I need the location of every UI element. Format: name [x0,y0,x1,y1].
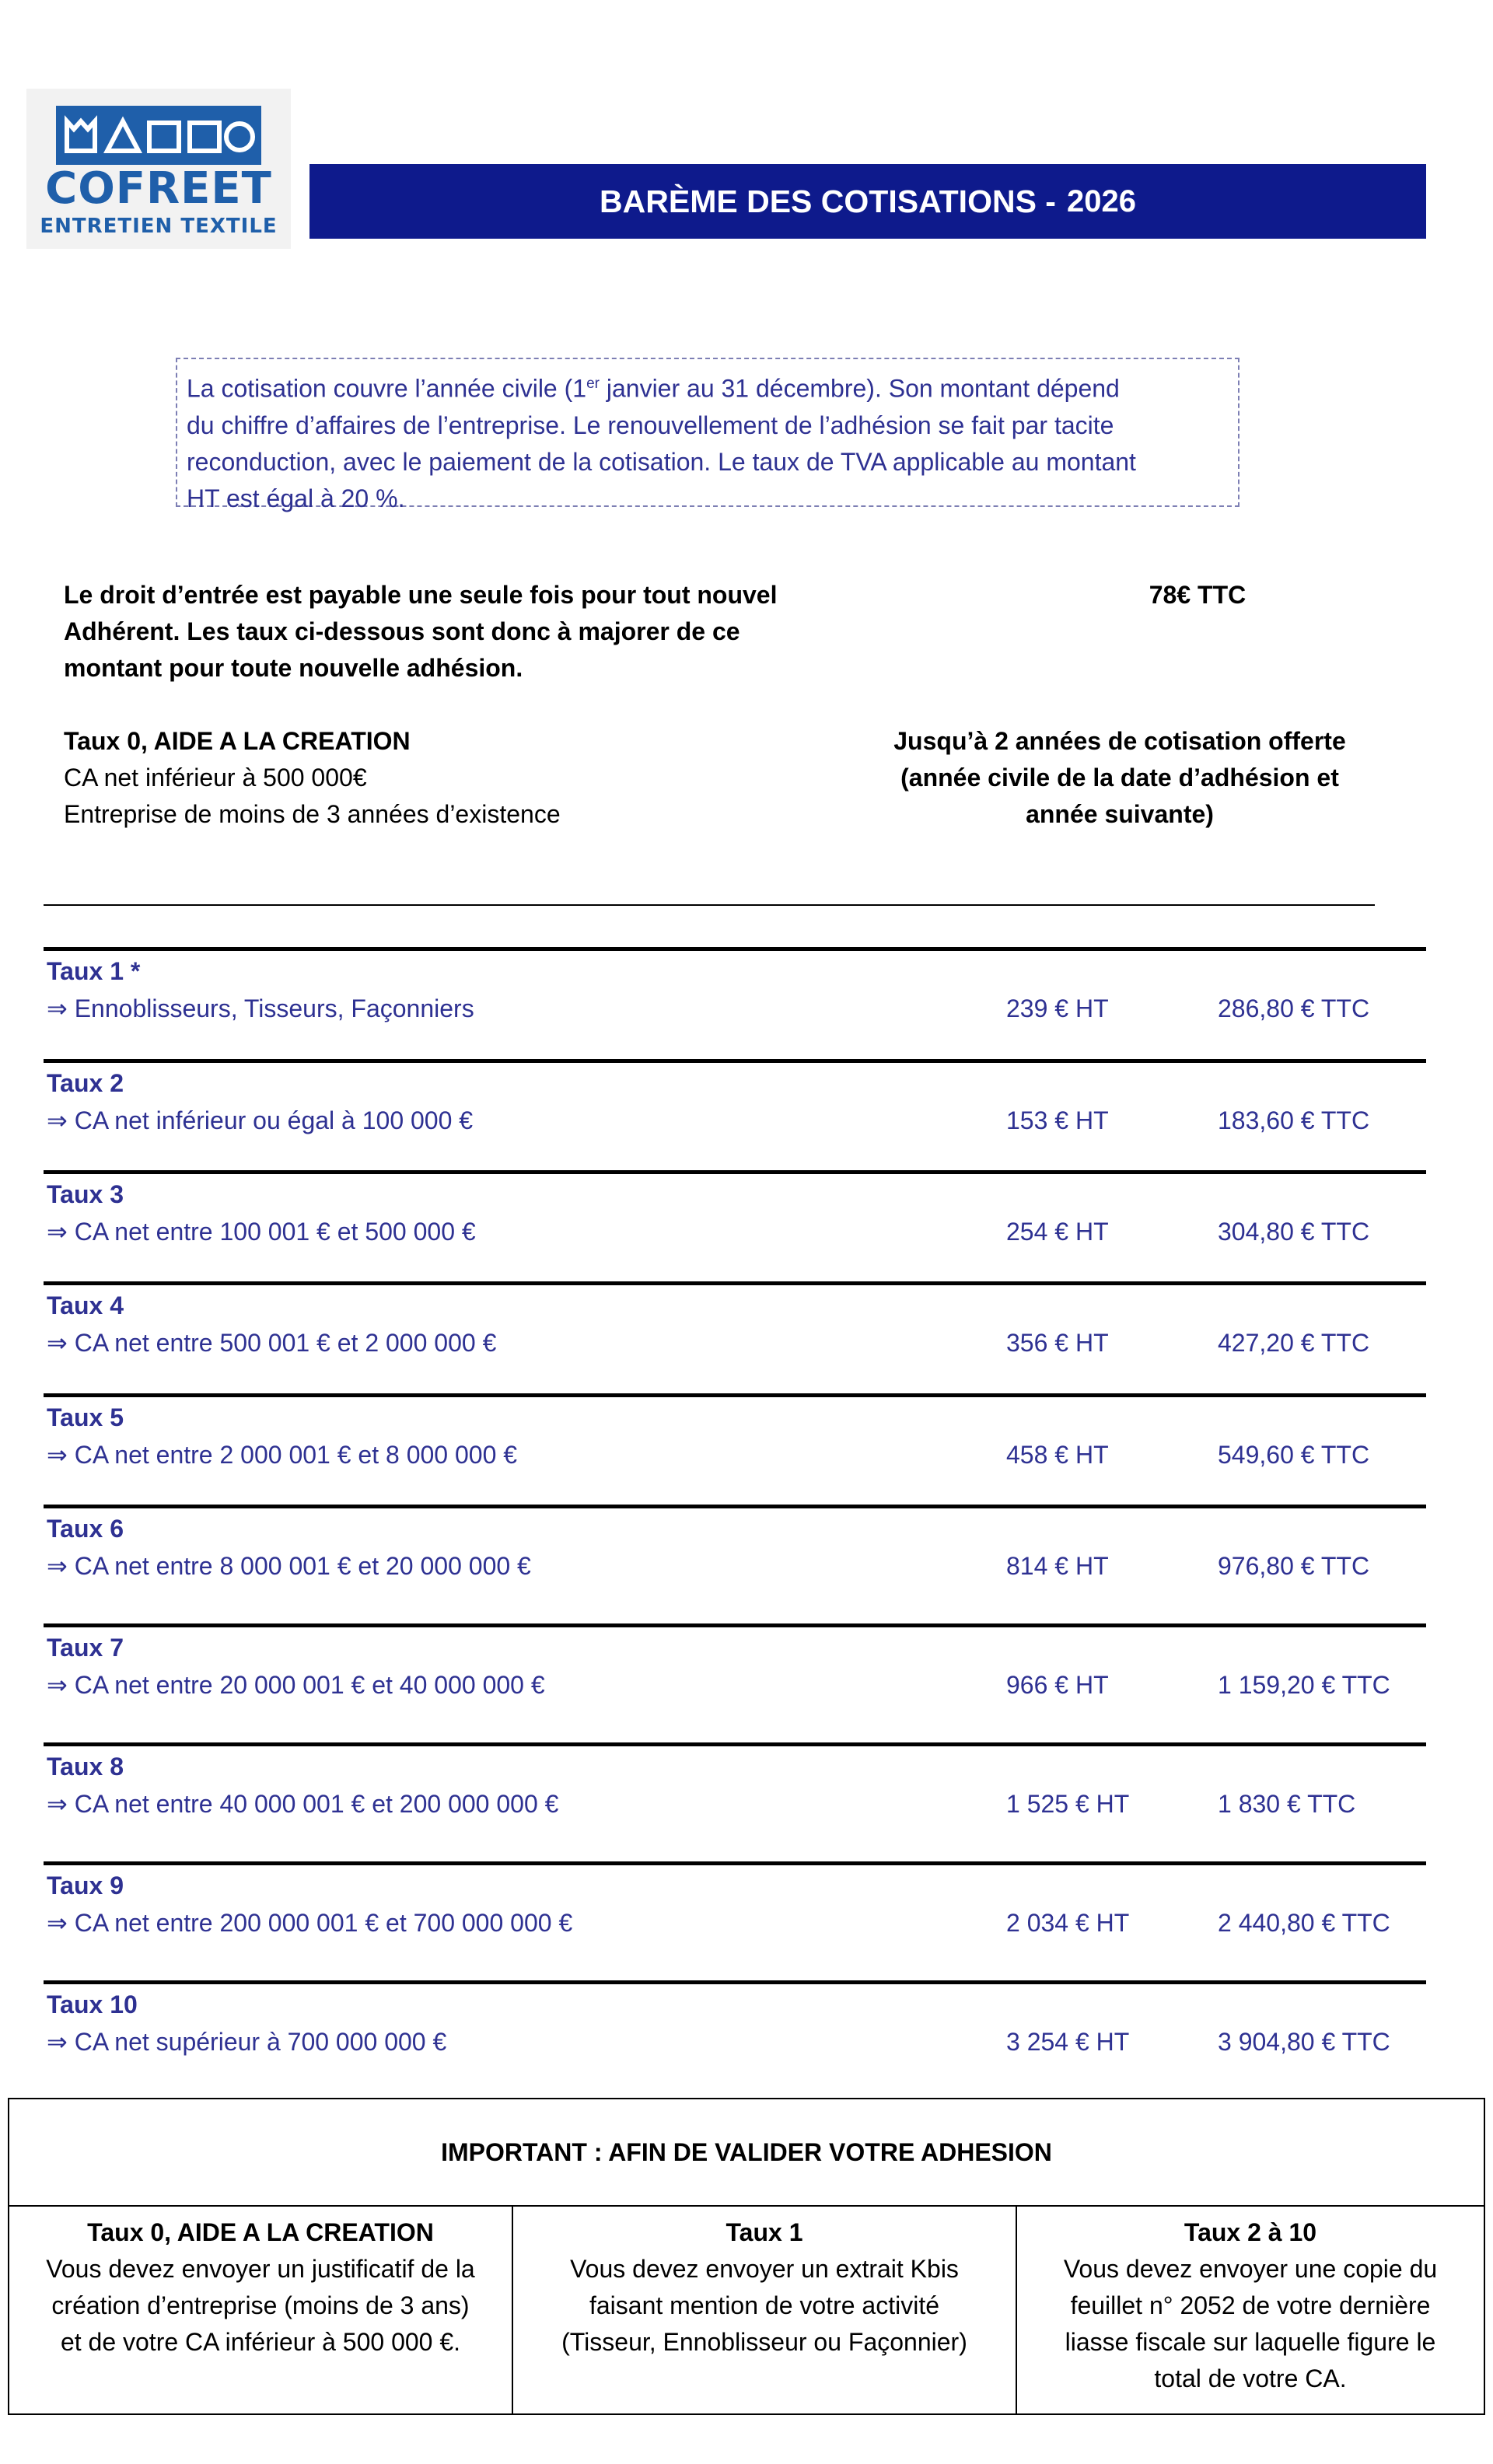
important-col-line: total de votre CA. [1154,2364,1347,2392]
important-col-title: Taux 2 à 10 [1184,2218,1317,2246]
title-year: 2026 [1066,183,1136,218]
rate-ht: 2 034 € HT [1006,1909,1130,1937]
taux0-line-2: Entreprise de moins de 3 années d’existence [64,800,561,828]
rate-description: ⇒ CA net entre 500 001 € et 2 000 000 € [47,1329,497,1357]
rate-row-7 [47,1630,1415,1723]
rate-ttc: 304,80 € TTC [1218,1218,1370,1246]
rate-divider [44,947,1426,951]
important-col-taux0 [9,2207,513,2415]
rate-description: ⇒ CA net entre 2 000 001 € et 8 000 000 € [47,1441,518,1469]
rate-description: ⇒ CA net entre 200 000 001 € et 700 000 000 € [47,1909,573,1937]
taux0-line-1: CA net inférieur à 500 000€ [64,764,367,792]
rate-ttc: 2 440,80 € TTC [1218,1909,1390,1937]
rate-row-3 [47,1176,1415,1270]
rate-divider [44,1980,1426,1984]
rate-description: ⇒ Ennoblisseurs, Tisseurs, Façonniers [47,994,474,1022]
rate-name: Taux 1 * [47,957,141,985]
entry-line-2: Adhérent. Les taux ci-dessous sont donc à majorer de ce [64,617,740,645]
important-col-line: feuillet n° 2052 de votre dernière [1070,2291,1431,2319]
separator-line [44,904,1375,906]
taux0-offer-line-1: Jusqu’à 2 années de cotisation offerte [893,727,1346,755]
rate-name: Taux 7 [47,1634,124,1662]
important-col-title: Taux 1 [726,2218,803,2246]
rate-divider [44,1059,1426,1063]
rate-divider [44,1281,1426,1285]
rate-divider [44,1505,1426,1508]
rate-ht: 356 € HT [1006,1329,1109,1357]
important-col-line: liasse fiscale sur laquelle figure le [1065,2328,1436,2356]
important-col-taux2-10 [1017,2207,1484,2415]
title-bar [309,164,1426,239]
rate-ttc: 183,60 € TTC [1218,1106,1370,1134]
rate-ht: 1 525 € HT [1006,1790,1130,1818]
rate-name: Taux 2 [47,1069,124,1097]
rate-ttc: 3 904,80 € TTC [1218,2028,1390,2056]
taux0-block [64,723,764,833]
rate-name: Taux 6 [47,1515,124,1543]
important-col-line: création d’entreprise (moins de 3 ans) [51,2291,470,2319]
taux0-offer [855,723,1384,833]
rate-ht: 458 € HT [1006,1441,1109,1469]
important-table [8,2098,1485,2415]
logo-brand-text: COFREET [45,163,272,214]
rate-divider [44,1742,1426,1746]
rate-row-6 [47,1511,1415,1604]
important-heading: IMPORTANT : AFIN DE VALIDER VOTRE ADHESION [9,2099,1484,2207]
rate-ht: 254 € HT [1006,1218,1109,1246]
rate-ttc: 976,80 € TTC [1218,1552,1370,1580]
important-col-line: Vous devez envoyer un extrait Kbis [570,2255,959,2283]
entry-line-3: montant pour toute nouvelle adhésion. [64,654,523,682]
important-col-line: et de votre CA inférieur à 500 000 €. [60,2328,461,2356]
intro-sup: er [586,376,600,392]
rate-ht: 153 € HT [1006,1106,1109,1134]
rate-divider [44,1393,1426,1397]
logo-subtitle: ENTRETIEN TEXTILE [40,215,278,238]
entry-fee-text [64,577,872,687]
rate-description: ⇒ CA net entre 8 000 001 € et 20 000 000 € [47,1552,531,1580]
intro-line-4: HT est égal à 20 %. [187,484,405,512]
intro-line-3: reconduction, avec le paiement de la cotisation. Le taux de TVA applicable au montant [187,447,1136,476]
rate-divider [44,1623,1426,1627]
rate-name: Taux 5 [47,1403,124,1431]
rate-row-2 [47,1065,1415,1159]
entry-fee-amount: 78€ TTC [1149,581,1246,609]
rate-row-4 [47,1288,1415,1381]
intro-box [176,358,1240,512]
important-col-line: Vous devez envoyer une copie du [1063,2255,1438,2283]
rate-description: ⇒ CA net supérieur à 700 000 000 € [47,2028,447,2056]
rate-row-10 [47,1987,1415,2080]
important-col-title: Taux 0, AIDE A LA CREATION [87,2218,434,2246]
rate-row-1 [47,953,1415,1047]
rate-ttc: 549,60 € TTC [1218,1441,1370,1469]
rate-description: ⇒ CA net entre 40 000 001 € et 200 000 000 € [47,1790,559,1818]
important-col-taux1 [513,2207,1017,2415]
cofreet-logo [26,89,291,249]
rate-row-5 [47,1400,1415,1493]
intro-line-2: du chiffre d’affaires de l’entreprise. Le renouvellement de l’adhésion se fait par tacite [187,411,1114,439]
taux0-title: Taux 0, AIDE A LA CREATION [64,727,411,755]
logo-emblem-icon [56,106,261,165]
rate-name: Taux 8 [47,1753,124,1781]
taux0-offer-line-2: (année civile de la date d’adhésion et [900,764,1339,792]
page-title: BARÈME DES COTISATIONS - [600,183,1056,219]
entry-line-1: Le droit d’entrée est payable une seule fois pour tout nouvel [64,581,778,609]
rate-divider [44,1170,1426,1174]
rate-ht: 966 € HT [1006,1671,1109,1699]
rate-row-8 [47,1749,1415,1842]
important-col-line: Vous devez envoyer un justificatif de la [46,2255,475,2283]
important-col-line: faisant mention de votre activité [589,2291,939,2319]
rate-name: Taux 4 [47,1291,124,1319]
rate-ht: 814 € HT [1006,1552,1109,1580]
intro-line-1 [187,365,1229,407]
rate-ttc: 1 159,20 € TTC [1218,1671,1390,1699]
rate-description: ⇒ CA net entre 100 001 € et 500 000 € [47,1218,476,1246]
rate-description: ⇒ CA net entre 20 000 001 € et 40 000 000 € [47,1671,545,1699]
rate-ttc: 1 830 € TTC [1218,1790,1356,1818]
rate-name: Taux 3 [47,1180,124,1208]
intro-line-1a: La cotisation couvre l’année civile (1 [187,374,587,403]
taux0-offer-line-3: année suivante) [1026,800,1214,828]
intro-line-1b: janvier au 31 décembre). Son montant dépend [599,374,1120,403]
rate-ht: 3 254 € HT [1006,2028,1130,2056]
rate-ttc: 286,80 € TTC [1218,994,1370,1022]
rate-ht: 239 € HT [1006,994,1109,1022]
rate-name: Taux 10 [47,1990,138,2018]
rate-name: Taux 9 [47,1872,124,1900]
rate-description: ⇒ CA net inférieur ou égal à 100 000 € [47,1106,474,1134]
important-col-line: (Tisseur, Ennoblisseur ou Façonnier) [561,2328,967,2356]
rate-row-9 [47,1868,1415,1961]
rate-ttc: 427,20 € TTC [1218,1329,1370,1357]
rate-divider [44,1861,1426,1865]
